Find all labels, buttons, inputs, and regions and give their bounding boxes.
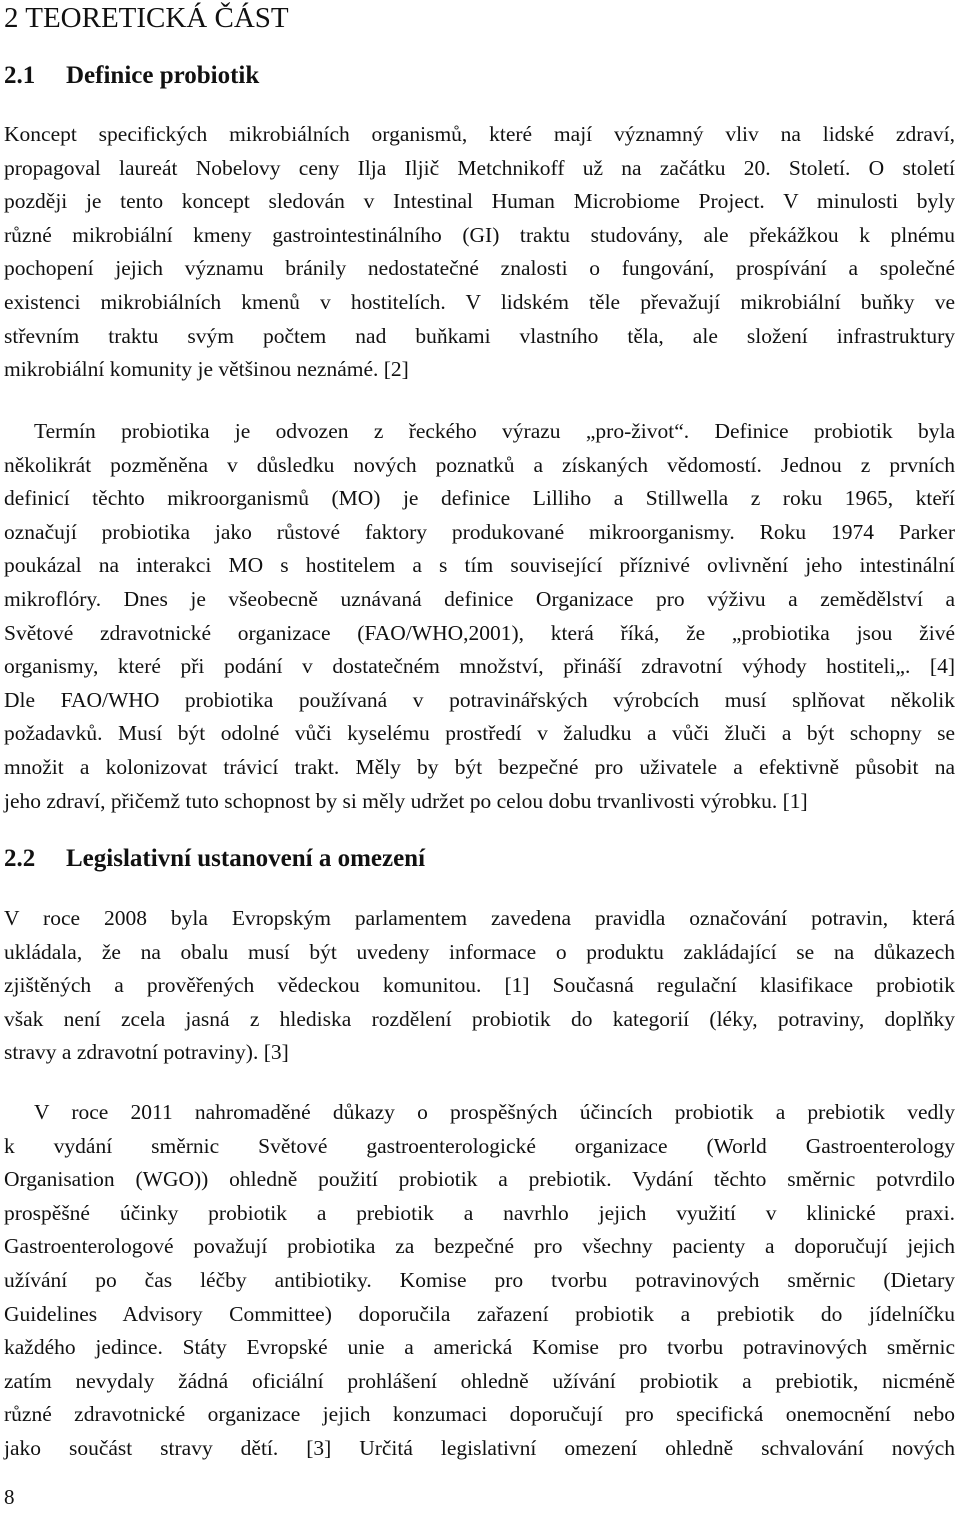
section-number: 2.1 (4, 62, 36, 89)
text-line: Dle FAO/WHO probiotika používaná v potravinářských výrobcích musí splňovat několik (4, 687, 955, 712)
paragraph-2 (4, 415, 955, 818)
text-line: V roce 2011 nahromaděné důkazy o prospěšných účincích probiotik a prebiotik vedly (34, 1100, 955, 1124)
section-heading-definice (4, 60, 259, 92)
text-line: Koncept specifických mikrobiálních organismů, které mají významný vliv na lidské zdraví, (4, 122, 955, 146)
text-line: několikrát pozměněna v důsledku nových poznatků a získaných vědomostí. Jednou z prvních (4, 452, 955, 477)
section-title: Legislativní ustanovení a omezení (66, 845, 426, 872)
chapter-heading: 2 TEORETICKÁ ČÁST (4, 2, 289, 34)
paragraph-1 (4, 118, 955, 387)
text-line: Světové zdravotnické organizace (FAO/WHO,2001), která říká, že „probiotika jsou živé (4, 620, 955, 645)
text-line: označují probiotika jako růstové faktory produkované mikroorganismy. Roku 1974 Parker (4, 519, 955, 544)
section-heading-legislativa (4, 843, 425, 875)
text-line: Termín probiotika je odvozen z řeckého výrazu „pro-život“. Definice probiotik byla (34, 419, 955, 443)
text-line: však není zcela jasná z hlediska rozdělení probiotik do kategorií (léky, potraviny, doplňky (4, 1006, 955, 1031)
paragraph-3 (4, 902, 955, 1070)
text-line: zjištěných a prověřených vědeckou komunitou. [1] Současná regulační klasifikace probiotik (4, 973, 955, 998)
text-line: zatím nevydaly žádná oficiální prohlášení ohledně užívání probiotik a prebiotik, nicméně (4, 1368, 955, 1393)
text-line: jeho zdraví, přičemž tuto schopnost by si měly udržet po celou dobu trvanlivosti výrobku. [1] (4, 788, 808, 813)
text-line: Organisation (WGO)) ohledně použití probiotik a prebiotik. Vydání těchto směrnic potvrdilo (4, 1167, 955, 1192)
text-line: různé mikrobiální kmeny gastrointestinálního (GI) traktu studovány, ale překážkou k plnému (4, 222, 955, 247)
text-line: mikroflóry. Dnes je všeobecně uznávaná definice Organizace pro výživu a zemědělství a (4, 586, 955, 611)
text-line: Gastroenterologové považují probiotika za bezpečné pro všechny pacienty a doporučují jejich (4, 1234, 955, 1259)
text-line: propagoval laureát Nobelovy ceny Ilja Iljič Metchnikoff už na začátku 20. Století. O století (4, 155, 955, 180)
text-line: každého jedince. Státy Evropské unie a americká Komise pro tvorbu potravinových směrnic (4, 1335, 955, 1360)
text-line: pochopení jejich významu bránily nedostatečné znalosti o fungování, prospívání a společné (4, 256, 955, 281)
section-number: 2.2 (4, 845, 36, 872)
text-line: Guidelines Advisory Committee) doporučila zařazení probiotik a prebiotik do jídelníčku (4, 1301, 955, 1326)
text-line: později je tento koncept sledován v Intestinal Human Microbiome Project. V minulosti byly (4, 189, 955, 214)
text-line: poukázal na interakci MO s hostitelem a s tím související příznivé ovlivnění jeho intestinální (4, 553, 955, 578)
text-line: množit a kolonizovat trávicí trakt. Měly by být bezpečné pro uživatele a efektivně působit na (4, 754, 955, 779)
paragraph-4 (4, 1096, 955, 1466)
text-line: organismy, které při podání v dostatečném množství, přináší zdravotní výhody hostiteli„. [4] (4, 654, 955, 679)
text-line: jako součást stravy dětí. [3] Určitá legislativní omezení ohledně schvalování nových (4, 1435, 955, 1460)
text-line: užívání po čas léčby antibiotiky. Komise pro tvorbu potravinových směrnic (Dietary (4, 1267, 955, 1292)
text-line: střevním traktu svým počtem nad buňkami vlastního těla, ale složení infrastruktury (4, 323, 955, 348)
text-line: různé zdravotnické organizace jejich konzumaci doporučují pro specifická onemocnění nebo (4, 1402, 955, 1427)
text-line: požadavků. Musí být odolné vůči kyselému prostředí v žaludku a vůči žluči a být schopny se (4, 721, 955, 746)
text-line: k vydání směrnic Světové gastroenterologické organizace (World Gastroenterology (4, 1133, 955, 1158)
page-number: 8 (4, 1485, 15, 1509)
text-line: prospěšné účinky probiotik a prebiotik a navrhlo jejich využití v klinické praxi. (4, 1200, 955, 1225)
text-line: existenci mikrobiálních kmenů v hostitelích. V lidském těle převažují mikrobiální buňky ve (4, 289, 955, 314)
text-line: mikrobiální komunity je většinou neznámé. [2] (4, 357, 409, 382)
section-title: Definice probiotik (66, 62, 260, 89)
text-line: stravy a zdravotní potraviny). [3] (4, 1040, 289, 1065)
text-line: V roce 2008 byla Evropským parlamentem zavedena pravidla označování potravin, která (4, 906, 955, 930)
text-line: ukládala, že na obalu musí být uvedeny informace o produktu zakládající se na důkazech (4, 939, 955, 964)
text-line: definicí těchto mikroorganismů (MO) je definice Lilliho a Stillwella z roku 1965, kteří (4, 486, 955, 511)
